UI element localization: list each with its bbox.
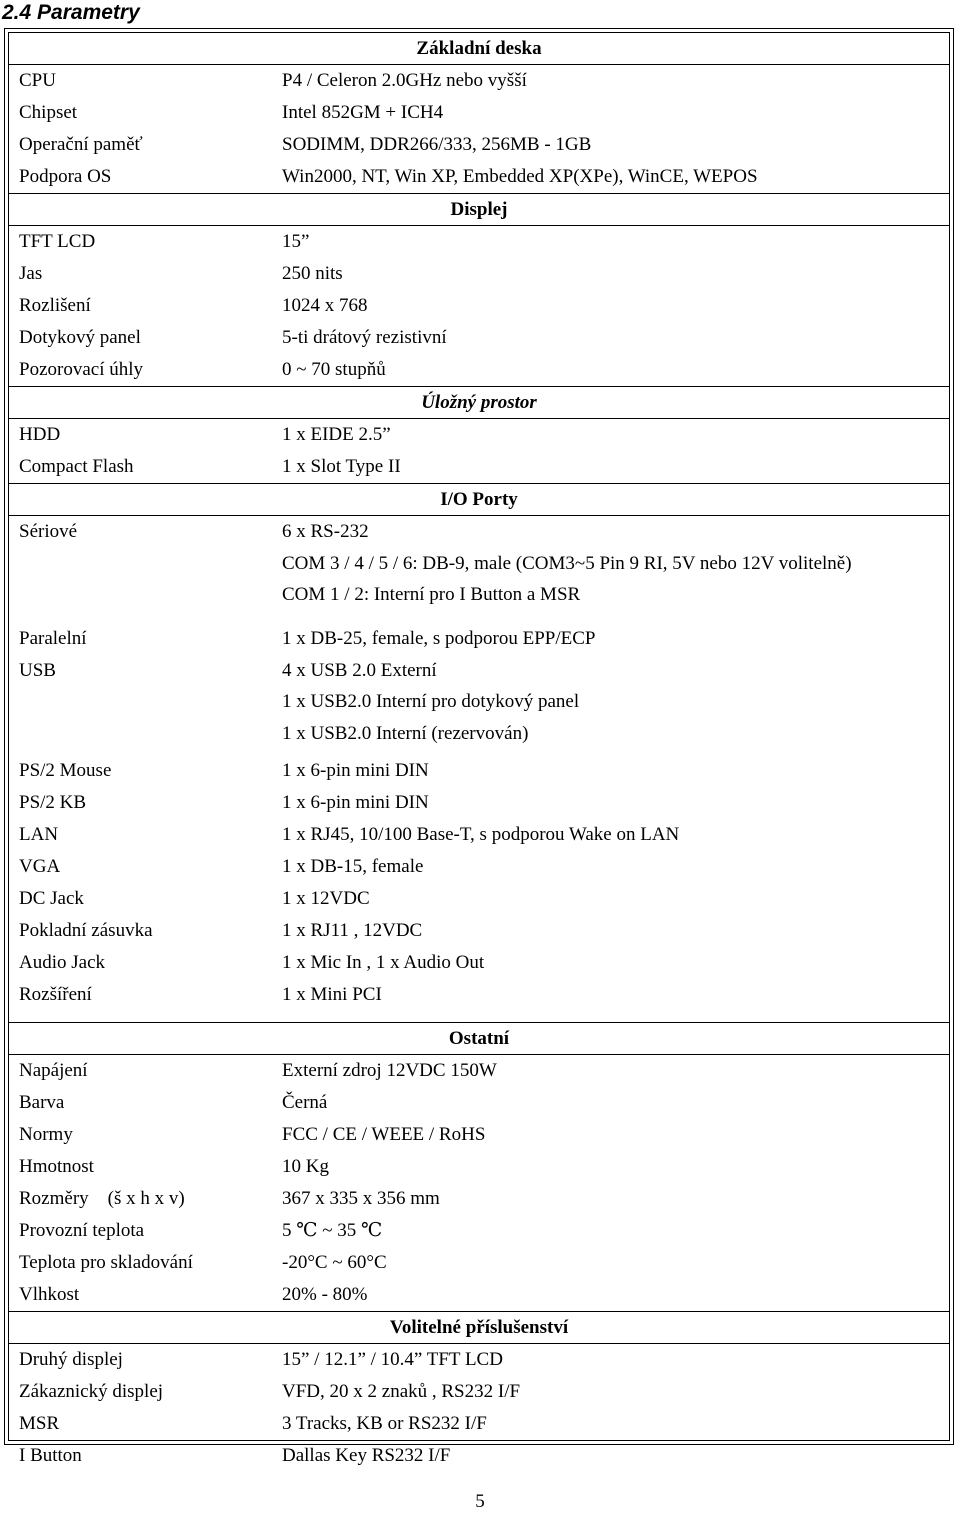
spec-row: [9, 1183, 949, 1215]
spec-row: [9, 161, 949, 193]
spec-table-frame: [4, 28, 954, 1466]
row-spacer: [9, 1011, 949, 1022]
spec-label: Provozní teplota: [19, 1220, 145, 1241]
spec-value: VFD, 20 x 2 znaků , RS232 I/F: [282, 1381, 521, 1402]
section-title-storage: Úložný prostor: [9, 386, 949, 419]
spec-value-line: 1 x USB2.0 Interní pro dotykový panel: [282, 691, 580, 712]
section-title-other: Ostatní: [9, 1022, 949, 1055]
section-title-board: Základní deska: [9, 33, 949, 65]
spec-label: PS/2 Mouse: [19, 760, 112, 781]
spec-value-line: COM 3 / 4 / 5 / 6: DB-9, male (COM3~5 Pin 9 RI, 5V nebo 12V volitelně): [282, 552, 852, 574]
spec-value: 1 x Mic In , 1 x Audio Out: [282, 952, 485, 973]
spec-value: 10 Kg: [282, 1156, 329, 1177]
spec-value: 367 x 335 x 356 mm: [282, 1188, 440, 1209]
spec-label: Hmotnost: [19, 1156, 94, 1177]
spec-value: P4 / Celeron 2.0GHz nebo vyšší: [282, 70, 527, 91]
spec-value-line: 6 x RS-232: [282, 521, 369, 542]
spec-value: 5 ℃ ~ 35 ℃: [282, 1220, 383, 1241]
spec-row: [9, 1344, 949, 1376]
spec-row: [9, 354, 949, 386]
spec-row-usb: [9, 655, 949, 750]
spec-row-serial: [9, 516, 949, 611]
page-number: 5: [475, 1491, 485, 1512]
spec-value-multiline: [282, 655, 949, 750]
spec-value: 1 x RJ45, 10/100 Base-T, s podporou Wake on LAN: [282, 824, 680, 845]
spec-row: [9, 755, 949, 787]
spec-value: Intel 852GM + ICH4: [282, 102, 444, 123]
spec-value-line: COM 1 / 2: Interní pro I Button a MSR: [282, 584, 581, 605]
spec-label: TFT LCD: [19, 231, 96, 252]
spec-label: Pokladní zásuvka: [19, 920, 153, 941]
spec-row: [9, 1440, 949, 1472]
spec-value: 1 x EIDE 2.5”: [282, 424, 391, 445]
spec-table: [8, 32, 950, 1466]
spec-value: 5-ti drátový rezistivní: [282, 327, 447, 348]
spec-row: [9, 451, 949, 483]
spec-row: [9, 787, 949, 819]
spec-label: LAN: [19, 824, 59, 845]
spec-label: VGA: [19, 856, 61, 877]
spec-row: [9, 1215, 949, 1247]
spec-row: [9, 851, 949, 883]
spec-label: Zákaznický displej: [19, 1381, 164, 1402]
spec-label: Teplota pro skladování: [19, 1252, 193, 1273]
spec-row: [9, 65, 949, 97]
spec-label: Rozměry (š x h x v): [19, 1188, 185, 1209]
page-heading: 2.4 Parametry: [2, 1, 140, 24]
spec-value: 1 x 6-pin mini DIN: [282, 792, 429, 813]
spec-row: [9, 290, 949, 322]
spec-row: [9, 1151, 949, 1183]
spec-row: [9, 226, 949, 258]
spec-row: [9, 819, 949, 851]
spec-row: [9, 258, 949, 290]
spec-label: Vlhkost: [19, 1284, 80, 1305]
spec-label: Dotykový panel: [19, 327, 141, 348]
spec-value: Externí zdroj 12VDC 150W: [282, 1060, 497, 1081]
spec-label: Rozšíření: [19, 984, 92, 1005]
spec-label: Paralelní: [19, 627, 87, 649]
spec-row: [9, 915, 949, 947]
spec-value: 1024 x 768: [282, 295, 368, 316]
spec-value: 15”: [282, 231, 310, 252]
spec-row: [9, 1055, 949, 1087]
spec-label: Pozorovací úhly: [19, 359, 144, 380]
section-title-display: Displej: [9, 193, 949, 226]
spec-label: Audio Jack: [19, 952, 106, 973]
spec-row: [9, 1119, 949, 1151]
spec-row: [9, 1376, 949, 1408]
spec-row: [9, 1279, 949, 1311]
spec-value: Win2000, NT, Win XP, Embedded XP(XPe), WinCE, WEPOS: [282, 166, 758, 187]
spec-label: CPU: [19, 70, 56, 91]
spec-label: I Button: [19, 1445, 82, 1466]
spec-label: HDD: [19, 424, 61, 445]
section-title-accessories: Volitelné příslušenství: [9, 1311, 949, 1344]
spec-value-multiline: [282, 516, 949, 611]
spec-row: [9, 979, 949, 1011]
spec-label: DC Jack: [19, 888, 84, 909]
spec-value: 1 x DB-25, female, s podporou EPP/ECP: [282, 627, 596, 649]
spec-label: USB: [19, 659, 56, 681]
spec-label: Jas: [19, 263, 43, 284]
spec-value: 3 Tracks, KB or RS232 I/F: [282, 1413, 487, 1434]
spec-label: Normy: [19, 1124, 73, 1145]
spec-value: Dallas Key RS232 I/F: [282, 1445, 451, 1466]
spec-label: MSR: [19, 1413, 60, 1434]
spec-label: Druhý displej: [19, 1349, 123, 1370]
spec-label: PS/2 KB: [19, 792, 87, 813]
spec-label: Compact Flash: [19, 456, 134, 477]
spec-label: Podpora OS: [19, 166, 112, 187]
spec-row: [9, 623, 949, 655]
spec-value: 1 x 6-pin mini DIN: [282, 760, 429, 781]
spec-label: Chipset: [19, 102, 78, 123]
spec-row: [9, 97, 949, 129]
spec-value: -20°C ~ 60°C: [282, 1252, 387, 1273]
spec-value: 20% - 80%: [282, 1284, 368, 1305]
spec-value-line: 1 x USB2.0 Interní (rezervován): [282, 722, 529, 744]
spec-value: 1 x 12VDC: [282, 888, 370, 909]
spec-value: SODIMM, DDR266/333, 256MB - 1GB: [282, 134, 592, 155]
spec-value-line: 4 x USB 2.0 Externí: [282, 659, 437, 681]
spec-value: 0 ~ 70 stupňů: [282, 359, 386, 380]
spec-row: [9, 322, 949, 354]
spec-row: [9, 1247, 949, 1279]
section-title-io: I/O Porty: [9, 483, 949, 516]
row-spacer: [9, 611, 949, 623]
spec-row: [9, 883, 949, 915]
spec-row: [9, 419, 949, 451]
spec-label: Sériové: [19, 521, 78, 542]
spec-value: 1 x RJ11 , 12VDC: [282, 920, 423, 941]
spec-value: Černá: [282, 1092, 328, 1113]
spec-row: [9, 129, 949, 161]
spec-row: [9, 1087, 949, 1119]
spec-row: [9, 947, 949, 979]
spec-value: 1 x Mini PCI: [282, 984, 382, 1005]
spec-value: 1 x DB-15, female: [282, 856, 424, 877]
spec-value: 1 x Slot Type II: [282, 456, 401, 477]
spec-value: FCC / CE / WEEE / RoHS: [282, 1124, 486, 1145]
spec-row: [9, 1408, 949, 1440]
spec-label: Rozlišení: [19, 295, 91, 316]
spec-label: Operační paměť: [19, 134, 143, 155]
spec-label: Napájení: [19, 1060, 88, 1081]
spec-label: Barva: [19, 1092, 65, 1113]
spec-value: 15” / 12.1” / 10.4” TFT LCD: [282, 1349, 503, 1370]
spec-value: 250 nits: [282, 263, 343, 284]
